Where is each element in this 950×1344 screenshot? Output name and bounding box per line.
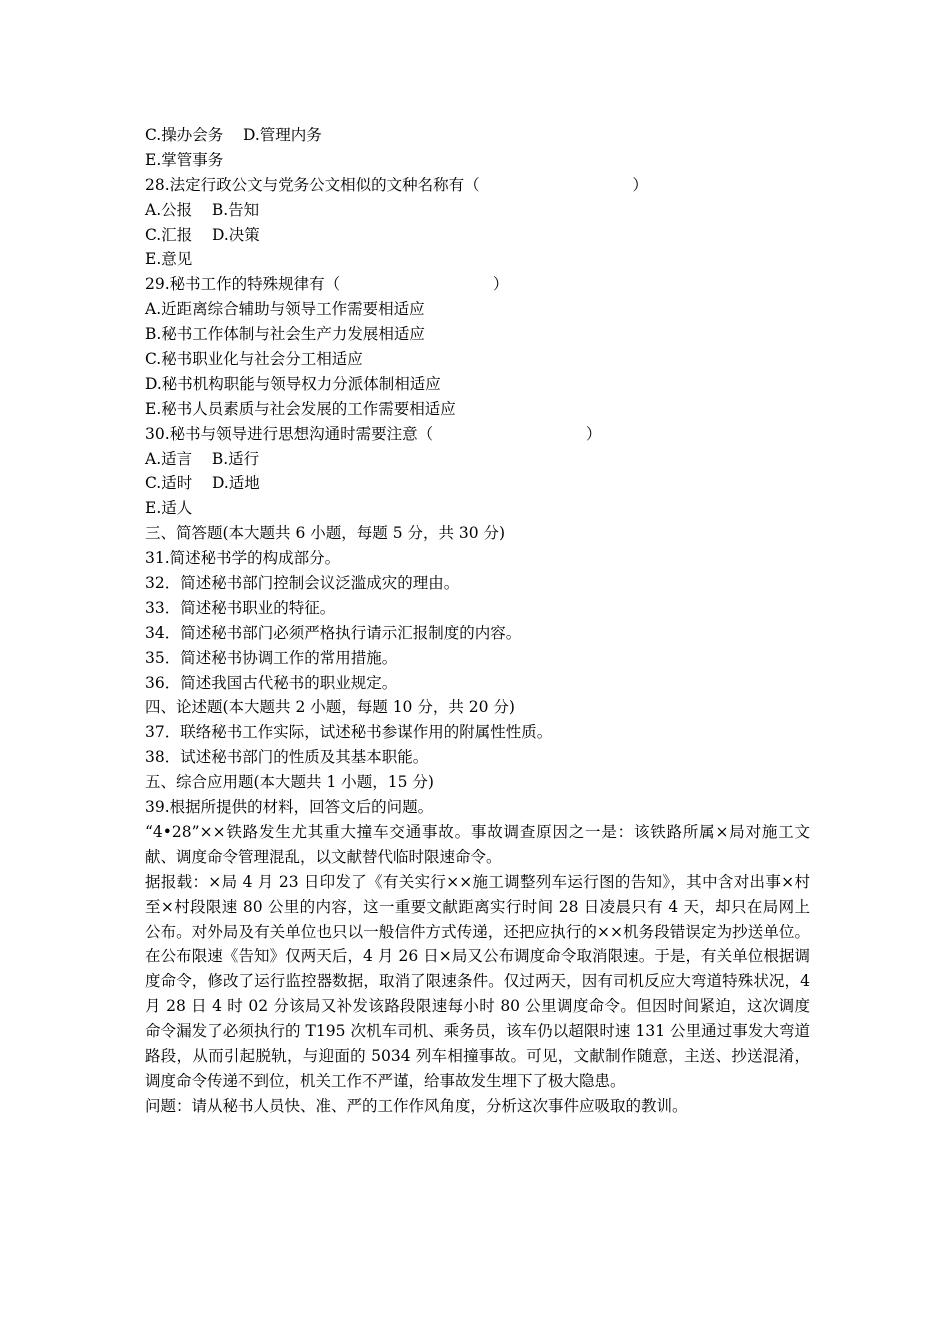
section-heading-5: 五、综合应用题(本大题共 1 小题，15 分): [145, 773, 434, 792]
option-line: C.秘书职业化与社会分工相适应: [145, 350, 363, 369]
case-question: 问题：请从秘书人员快、准、严的工作作风角度，分析这次事件应吸取的教训。: [145, 1096, 688, 1115]
option-line: C.操办会务 D.管理内务: [145, 126, 322, 144]
option-line: A.近距离综合辅助与领导工作需要相适应: [145, 300, 425, 319]
option-line: C.汇报 D.决策: [145, 225, 260, 244]
section-heading-3: 三、简答题(本大题共 6 小题，每题 5 分，共 30 分): [145, 524, 506, 543]
option-line: D.秘书机构职能与领导权力分派体制相适应: [145, 374, 441, 393]
question-32: 32．简述秘书部门控制会议泛滥成灾的理由。: [145, 574, 460, 593]
question-31: 31.简述秘书学的构成部分。: [145, 549, 341, 568]
option-line: E.意见: [145, 250, 193, 269]
question-34: 34．简述秘书部门必须严格执行请示汇报制度的内容。: [145, 623, 522, 642]
question-36: 36．简述我国古代秘书的职业规定。: [145, 673, 398, 692]
option-line: B.秘书工作体制与社会生产力发展相适应: [145, 325, 425, 344]
option-line: E.适人: [145, 499, 193, 518]
section-heading-4: 四、论述题(本大题共 2 小题，每题 10 分，共 20 分): [145, 698, 515, 717]
question-29: 29.秘书工作的特殊规律有（ ）: [145, 275, 509, 294]
option-line: E.掌管事务: [145, 150, 224, 169]
question-37: 37．联络秘书工作实际，试述秘书参谋作用的附属性性质。: [145, 723, 553, 742]
option-line: C.适时 D.适地: [145, 474, 260, 493]
question-30: 30.秘书与领导进行思想沟通时需要注意（ ）: [145, 424, 602, 443]
case-paragraph-intro: “4•28”××铁路发生尤其重大撞车交通事故。事故调查原因之一是：该铁路所属×局对施工文献、调度命令管理混乱，以文献替代临时限速命令。: [145, 822, 810, 866]
option-line: A.适言 B.适行: [145, 449, 260, 468]
case-paragraph-report: 据报载：×局 4 月 23 日印发了《有关实行××施工调整列车运行图的告知》，其中含对出事×村至×村段限速 80 公里的内容，这一重要文献距离实行时间 28 日凌晨只有 4 天，却只在局网上公布。对外局及有关单位也只以一般信件方式传递，还把应执行的××机务段错误定为抄送单位。在公布限速《告知》仅两天后，4 月 26 日×局又公布调度命令取消限速。于是，有关单位根据调度命令，修改了运行监控器数据，取消了限速条件。仅过两天，因有司机反应大弯道特殊状况，4 月 28 日 4 时 02 分该局又补发该路段限速每小时 80 公里调度命令。但因时间紧迫，这次调度命令漏发了必须执行的 T195 次机车司机、乘务员，该车仍以超限时速 131 公里通过事发大弯道路段，从而引起脱轨，与迎面的 5034 列车相撞事故。可见，文献制作随意，主送、抄送混淆，调度命令传递不到位，机关工作不严谨，给事故发生埋下了极大隐患。: [145, 872, 810, 1090]
question-38: 38．试述秘书部门的性质及其基本职能。: [145, 748, 429, 767]
document-body: [145, 123, 810, 1119]
option-line: E.秘书人员素质与社会发展的工作需要相适应: [145, 399, 456, 418]
question-33: 33．简述秘书职业的特征。: [145, 598, 336, 617]
option-line: A.公报 B.告知: [145, 200, 260, 219]
question-35: 35．简述秘书协调工作的常用措施。: [145, 648, 398, 667]
question-39: 39.根据所提供的材料，回答文后的问题。: [145, 798, 434, 817]
question-28: 28.法定行政公文与党务公文相似的文种名称有（ ）: [145, 175, 648, 194]
